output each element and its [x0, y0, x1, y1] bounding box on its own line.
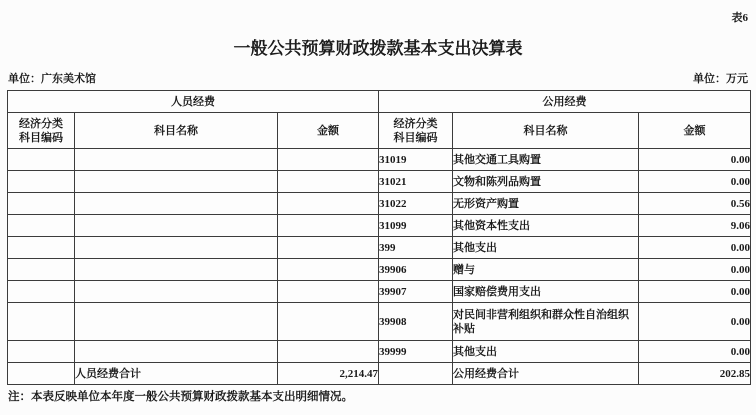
cell-amount-left — [278, 341, 379, 363]
cell-code-right: 39908 — [379, 303, 453, 341]
group-header-public: 公用经费 — [379, 91, 751, 113]
cell-amount-left — [278, 171, 379, 193]
column-header-amount-left: 金额 — [278, 113, 379, 149]
unit-row — [8, 70, 748, 86]
cell-code-right: 399 — [379, 237, 453, 259]
group-header-row — [8, 91, 751, 113]
cell-code-left — [8, 303, 75, 341]
cell-name-left — [75, 281, 278, 303]
table-row — [8, 193, 751, 215]
cell-code-right: 39906 — [379, 259, 453, 281]
column-header-name-left: 科目名称 — [75, 113, 278, 149]
table-row — [8, 215, 751, 237]
cell-code-left — [8, 171, 75, 193]
cell-amount-right: 0.00 — [639, 303, 751, 341]
cell-amount-left — [278, 193, 379, 215]
total-row — [8, 363, 751, 385]
table-number-tag: 表6 — [731, 12, 748, 24]
group-header-personnel: 人员经费 — [8, 91, 379, 113]
cell-amount-right: 0.00 — [639, 341, 751, 363]
cell-code-left — [8, 281, 75, 303]
cell-name-right: 对民间非营利组织和群众性自治组织补贴 — [453, 303, 639, 341]
cell-amount-left — [278, 303, 379, 341]
cell-code-left — [8, 341, 75, 363]
cell-name-left — [75, 303, 278, 341]
cell-amount-left — [278, 237, 379, 259]
cell-code-left — [8, 259, 75, 281]
table-row — [8, 341, 751, 363]
public-total-amount: 202.85 — [639, 363, 751, 385]
page-title: 一般公共预算财政拨款基本支出决算表 — [233, 39, 523, 58]
table-row — [8, 303, 751, 341]
cell-code-right: 31019 — [379, 149, 453, 171]
cell-name-left — [75, 237, 278, 259]
table-row — [8, 149, 751, 171]
personnel-total-amount: 2,214.47 — [278, 363, 379, 385]
personnel-total-label: 人员经费合计 — [75, 363, 278, 385]
cell-amount-right: 0.56 — [639, 193, 751, 215]
cell-code-right: 31021 — [379, 171, 453, 193]
cell-amount-left — [278, 215, 379, 237]
cell-name-right: 国家赔偿费用支出 — [453, 281, 639, 303]
cell-name-right: 无形资产购置 — [453, 193, 639, 215]
cell-code-left — [8, 363, 75, 385]
expense-table — [7, 90, 751, 385]
cell-amount-right: 0.00 — [639, 281, 751, 303]
cell-name-left — [75, 193, 278, 215]
code-header-line2: 科目编码 — [19, 131, 63, 144]
code-header-line2: 科目编码 — [393, 131, 438, 144]
public-total-label: 公用经费合计 — [453, 363, 639, 385]
cell-name-left — [75, 149, 278, 171]
cell-name-right: 文物和陈列品购置 — [453, 171, 639, 193]
cell-amount-right: 0.00 — [639, 259, 751, 281]
cell-name-left — [75, 171, 278, 193]
cell-name-right: 赠与 — [453, 259, 639, 281]
cell-name-right: 其他资本性支出 — [453, 215, 639, 237]
cell-amount-right: 0.00 — [639, 171, 751, 193]
cell-name-left — [75, 259, 278, 281]
cell-name-left — [75, 341, 278, 363]
cell-code-right: 39999 — [379, 341, 453, 363]
cell-code-right: 39907 — [379, 281, 453, 303]
column-header-amount-right: 金额 — [639, 113, 751, 149]
cell-amount-left — [278, 281, 379, 303]
cell-name-right: 其他交通工具购置 — [453, 149, 639, 171]
cell-code-right — [379, 363, 453, 385]
cell-amount-left — [278, 149, 379, 171]
cell-amount-right: 9.06 — [639, 215, 751, 237]
cell-amount-left — [278, 259, 379, 281]
cell-code-left — [8, 149, 75, 171]
unit-currency-label: 单位：万元 — [693, 73, 748, 85]
cell-name-left — [75, 215, 278, 237]
table-row — [8, 171, 751, 193]
table-row — [8, 237, 751, 259]
cell-name-right: 其他支出 — [453, 237, 639, 259]
code-header-line1: 经济分类 — [19, 117, 63, 130]
cell-code-right: 31022 — [379, 193, 453, 215]
table-row — [8, 281, 751, 303]
cell-code-right: 31099 — [379, 215, 453, 237]
column-header-code-right — [379, 113, 453, 149]
cell-code-left — [8, 193, 75, 215]
column-header-name-right: 科目名称 — [453, 113, 639, 149]
code-header-line1: 经济分类 — [393, 117, 438, 130]
cell-code-left — [8, 237, 75, 259]
unit-name-label: 单位：广东美术馆 — [8, 73, 96, 85]
cell-amount-right: 0.00 — [639, 149, 751, 171]
footnote: 注：本表反映单位本年度一般公共预算财政拨款基本支出明细情况。 — [8, 391, 353, 403]
column-header-row — [8, 113, 751, 149]
column-header-code-left — [8, 113, 75, 149]
cell-name-right: 其他支出 — [453, 341, 639, 363]
cell-code-left — [8, 215, 75, 237]
cell-amount-right: 0.00 — [639, 237, 751, 259]
table-row — [8, 259, 751, 281]
